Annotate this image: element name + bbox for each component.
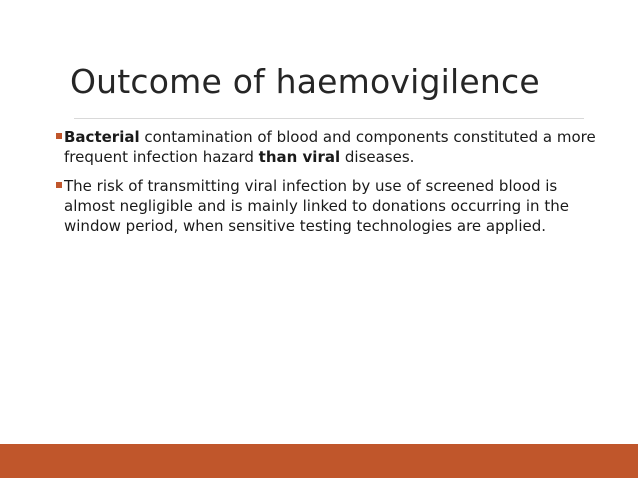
title-divider — [74, 118, 584, 119]
slide-body — [56, 127, 596, 245]
bullet-text-run: The risk of transmitting viral infection by use of screened blood is almost negligible and is mainly linked to donations occurring in the window period, when sensitive testing technologies are applied. — [64, 177, 569, 235]
bullet-text-run: contamination of blood and components constituted a more frequent infection hazard — [64, 128, 596, 166]
square-bullet-icon — [56, 133, 62, 139]
bullet-text — [64, 177, 569, 235]
footer-accent-band — [0, 444, 638, 478]
bullet-text-bold: than viral — [258, 148, 341, 166]
bullet-text-run: diseases. — [340, 148, 415, 166]
slide-title: Outcome of haemovigilence — [70, 62, 540, 101]
bullet-text — [64, 128, 596, 166]
bullet-text-bold: Bacterial — [64, 128, 140, 146]
square-bullet-icon — [56, 182, 62, 188]
bullet-item — [56, 127, 596, 167]
bullet-item — [56, 176, 596, 236]
